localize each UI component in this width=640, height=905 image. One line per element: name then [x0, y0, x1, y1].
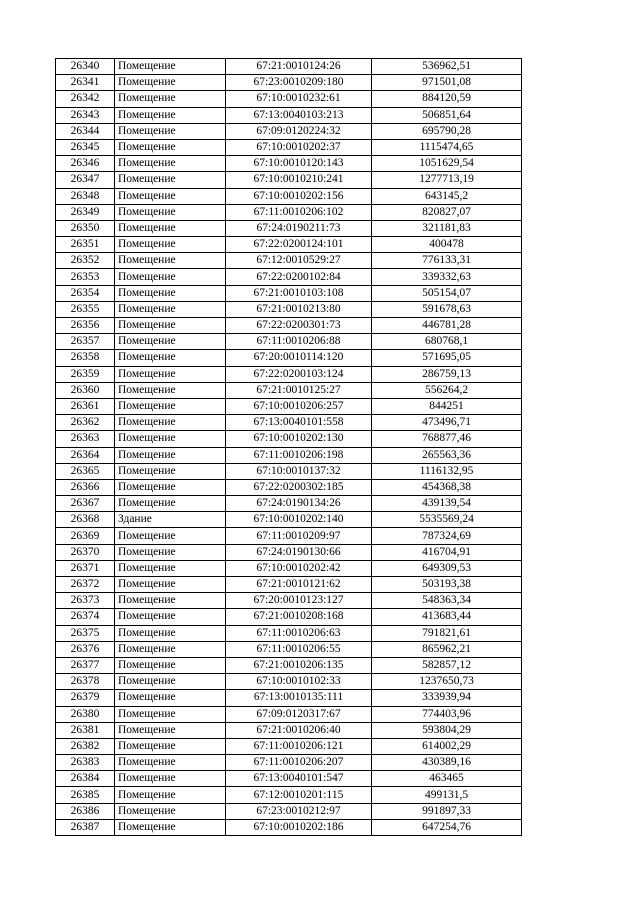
object-type-cell: Помещение [115, 382, 226, 398]
row-number-cell: 26370 [56, 544, 115, 560]
cadastral-value-cell: 506851,64 [372, 107, 522, 123]
row-number-cell: 26381 [56, 722, 115, 738]
table-row [56, 771, 522, 787]
object-type-cell: Помещение [115, 657, 226, 673]
object-type-cell: Помещение [115, 755, 226, 771]
object-type-cell: Помещение [115, 625, 226, 641]
object-type-cell: Помещение [115, 253, 226, 269]
cadastral-number-cell: 67:24:0190134:26 [226, 496, 372, 512]
cadastral-value-cell: 413683,44 [372, 609, 522, 625]
row-number-cell: 26348 [56, 188, 115, 204]
cadastral-number-cell: 67:10:0010102:33 [226, 674, 372, 690]
row-number-cell: 26374 [56, 609, 115, 625]
cadastral-number-cell: 67:21:0010208:168 [226, 609, 372, 625]
row-number-cell: 26352 [56, 253, 115, 269]
table-row [56, 706, 522, 722]
cadastral-number-cell: 67:10:0010202:156 [226, 188, 372, 204]
object-type-cell: Помещение [115, 641, 226, 657]
cadastral-number-cell: 67:11:0010206:102 [226, 204, 372, 220]
table-row [56, 415, 522, 431]
table-row [56, 544, 522, 560]
table-row [56, 577, 522, 593]
cadastral-number-cell: 67:11:0010206:207 [226, 755, 372, 771]
row-number-cell: 26372 [56, 577, 115, 593]
cadastral-number-cell: 67:09:0120317:67 [226, 706, 372, 722]
cadastral-value-cell: 820827,07 [372, 204, 522, 220]
object-type-cell: Помещение [115, 350, 226, 366]
row-number-cell: 26367 [56, 496, 115, 512]
cadastral-number-cell: 67:11:0010209:97 [226, 528, 372, 544]
object-type-cell: Помещение [115, 447, 226, 463]
object-type-cell: Помещение [115, 593, 226, 609]
table-row [56, 738, 522, 754]
cadastral-value-cell: 1051629,54 [372, 156, 522, 172]
cadastral-number-cell: 67:10:0010210:241 [226, 172, 372, 188]
cadastral-number-cell: 67:11:0010206:121 [226, 738, 372, 754]
object-type-cell: Помещение [115, 560, 226, 576]
cadastral-number-cell: 67:20:0010123:127 [226, 593, 372, 609]
cadastral-value-cell: 791821,61 [372, 625, 522, 641]
cadastral-number-cell: 67:10:0010232:61 [226, 91, 372, 107]
row-number-cell: 26375 [56, 625, 115, 641]
cadastral-value-cell: 321181,83 [372, 220, 522, 236]
table-row [56, 690, 522, 706]
cadastral-value-cell: 1237650,73 [372, 674, 522, 690]
cadastral-value-cell: 505154,07 [372, 285, 522, 301]
table-row [56, 318, 522, 334]
table-row [56, 431, 522, 447]
cadastral-value-cell: 774403,96 [372, 706, 522, 722]
table-row [56, 269, 522, 285]
object-type-cell: Помещение [115, 301, 226, 317]
row-number-cell: 26385 [56, 787, 115, 803]
cadastral-number-cell: 67:22:0200302:185 [226, 479, 372, 495]
row-number-cell: 26369 [56, 528, 115, 544]
row-number-cell: 26365 [56, 463, 115, 479]
row-number-cell: 26343 [56, 107, 115, 123]
row-number-cell: 26386 [56, 803, 115, 819]
table-row [56, 528, 522, 544]
row-number-cell: 26380 [56, 706, 115, 722]
row-number-cell: 26379 [56, 690, 115, 706]
table-row [56, 479, 522, 495]
cadastral-value-cell: 649309,53 [372, 560, 522, 576]
object-type-cell: Помещение [115, 204, 226, 220]
object-type-cell: Помещение [115, 237, 226, 253]
cadastral-number-cell: 67:10:0010202:42 [226, 560, 372, 576]
object-type-cell: Помещение [115, 269, 226, 285]
cadastral-number-cell: 67:22:0200103:124 [226, 366, 372, 382]
object-type-cell: Помещение [115, 577, 226, 593]
table-row [56, 787, 522, 803]
object-type-cell: Помещение [115, 91, 226, 107]
cadastral-number-cell: 67:12:0010201:115 [226, 787, 372, 803]
cadastral-number-cell: 67:21:0010206:40 [226, 722, 372, 738]
row-number-cell: 26358 [56, 350, 115, 366]
cadastral-number-cell: 67:10:0010202:140 [226, 512, 372, 528]
object-type-cell: Помещение [115, 415, 226, 431]
cadastral-value-cell: 536962,51 [372, 59, 522, 75]
table-row [56, 107, 522, 123]
cadastral-value-cell: 884120,59 [372, 91, 522, 107]
row-number-cell: 26349 [56, 204, 115, 220]
object-type-cell: Помещение [115, 334, 226, 350]
row-number-cell: 26364 [56, 447, 115, 463]
row-number-cell: 26384 [56, 771, 115, 787]
cadastral-value-cell: 991897,33 [372, 803, 522, 819]
cadastral-value-cell: 5535569,24 [372, 512, 522, 528]
object-type-cell: Помещение [115, 75, 226, 91]
object-type-cell: Помещение [115, 706, 226, 722]
cadastral-number-cell: 67:10:0010137:32 [226, 463, 372, 479]
row-number-cell: 26373 [56, 593, 115, 609]
table-row [56, 819, 522, 835]
registry-table [55, 58, 522, 836]
table-row [56, 398, 522, 414]
cadastral-value-cell: 768877,46 [372, 431, 522, 447]
object-type-cell: Помещение [115, 738, 226, 754]
cadastral-value-cell: 339332,63 [372, 269, 522, 285]
object-type-cell: Помещение [115, 156, 226, 172]
cadastral-value-cell: 647254,76 [372, 819, 522, 835]
cadastral-value-cell: 865962,21 [372, 641, 522, 657]
row-number-cell: 26387 [56, 819, 115, 835]
cadastral-value-cell: 503193,38 [372, 577, 522, 593]
cadastral-value-cell: 582857,12 [372, 657, 522, 673]
table-row [56, 204, 522, 220]
table-row [56, 59, 522, 75]
row-number-cell: 26359 [56, 366, 115, 382]
cadastral-value-cell: 571695,05 [372, 350, 522, 366]
cadastral-value-cell: 971501,08 [372, 75, 522, 91]
cadastral-number-cell: 67:21:0010124:26 [226, 59, 372, 75]
cadastral-value-cell: 463465 [372, 771, 522, 787]
object-type-cell: Помещение [115, 220, 226, 236]
cadastral-number-cell: 67:24:0190130:66 [226, 544, 372, 560]
row-number-cell: 26357 [56, 334, 115, 350]
cadastral-number-cell: 67:21:0010125:27 [226, 382, 372, 398]
object-type-cell: Помещение [115, 771, 226, 787]
cadastral-number-cell: 67:22:0200301:73 [226, 318, 372, 334]
cadastral-value-cell: 548363,34 [372, 593, 522, 609]
object-type-cell: Помещение [115, 544, 226, 560]
table-row [56, 609, 522, 625]
table-row [56, 285, 522, 301]
cadastral-number-cell: 67:11:0010206:55 [226, 641, 372, 657]
table-row [56, 172, 522, 188]
table-row [56, 139, 522, 155]
cadastral-value-cell: 416704,91 [372, 544, 522, 560]
cadastral-value-cell: 473496,71 [372, 415, 522, 431]
object-type-cell: Помещение [115, 674, 226, 690]
object-type-cell: Помещение [115, 188, 226, 204]
table-row [56, 237, 522, 253]
table-row [56, 674, 522, 690]
table-row [56, 593, 522, 609]
object-type-cell: Помещение [115, 398, 226, 414]
row-number-cell: 26363 [56, 431, 115, 447]
object-type-cell: Помещение [115, 690, 226, 706]
row-number-cell: 26377 [56, 657, 115, 673]
table-row [56, 188, 522, 204]
table-row [56, 382, 522, 398]
row-number-cell: 26376 [56, 641, 115, 657]
table-row [56, 463, 522, 479]
table-row [56, 657, 522, 673]
table-row [56, 512, 522, 528]
cadastral-value-cell: 286759,13 [372, 366, 522, 382]
object-type-cell: Помещение [115, 107, 226, 123]
cadastral-number-cell: 67:21:0010213:80 [226, 301, 372, 317]
object-type-cell: Помещение [115, 787, 226, 803]
cadastral-value-cell: 333939,94 [372, 690, 522, 706]
cadastral-number-cell: 67:12:0010529:27 [226, 253, 372, 269]
object-type-cell: Помещение [115, 463, 226, 479]
cadastral-number-cell: 67:13:0040103:213 [226, 107, 372, 123]
table-row [56, 156, 522, 172]
row-number-cell: 26345 [56, 139, 115, 155]
cadastral-value-cell: 643145,2 [372, 188, 522, 204]
table-row [56, 803, 522, 819]
row-number-cell: 26362 [56, 415, 115, 431]
table-row [56, 350, 522, 366]
cadastral-number-cell: 67:21:0010206:135 [226, 657, 372, 673]
row-number-cell: 26371 [56, 560, 115, 576]
row-number-cell: 26351 [56, 237, 115, 253]
object-type-cell: Помещение [115, 722, 226, 738]
cadastral-number-cell: 67:23:0010209:180 [226, 75, 372, 91]
row-number-cell: 26340 [56, 59, 115, 75]
table-row [56, 123, 522, 139]
object-type-cell: Помещение [115, 285, 226, 301]
cadastral-value-cell: 400478 [372, 237, 522, 253]
table-row [56, 334, 522, 350]
object-type-cell: Помещение [115, 139, 226, 155]
cadastral-number-cell: 67:10:0010206:257 [226, 398, 372, 414]
object-type-cell: Помещение [115, 172, 226, 188]
table-row [56, 91, 522, 107]
row-number-cell: 26368 [56, 512, 115, 528]
cadastral-value-cell: 614002,29 [372, 738, 522, 754]
object-type-cell: Помещение [115, 59, 226, 75]
row-number-cell: 26346 [56, 156, 115, 172]
cadastral-value-cell: 265563,36 [372, 447, 522, 463]
object-type-cell: Помещение [115, 123, 226, 139]
cadastral-number-cell: 67:24:0190211:73 [226, 220, 372, 236]
cadastral-number-cell: 67:21:0010121:62 [226, 577, 372, 593]
cadastral-value-cell: 499131,5 [372, 787, 522, 803]
cadastral-number-cell: 67:13:0040101:547 [226, 771, 372, 787]
row-number-cell: 26356 [56, 318, 115, 334]
cadastral-number-cell: 67:10:0010202:37 [226, 139, 372, 155]
table-row [56, 253, 522, 269]
row-number-cell: 26347 [56, 172, 115, 188]
object-type-cell: Помещение [115, 431, 226, 447]
object-type-cell: Здание [115, 512, 226, 528]
row-number-cell: 26350 [56, 220, 115, 236]
cadastral-number-cell: 67:11:0010206:88 [226, 334, 372, 350]
row-number-cell: 26361 [56, 398, 115, 414]
table-row [56, 755, 522, 771]
cadastral-number-cell: 67:09:0120224:32 [226, 123, 372, 139]
row-number-cell: 26353 [56, 269, 115, 285]
cadastral-value-cell: 439139,54 [372, 496, 522, 512]
row-number-cell: 26360 [56, 382, 115, 398]
object-type-cell: Помещение [115, 479, 226, 495]
object-type-cell: Помещение [115, 609, 226, 625]
object-type-cell: Помещение [115, 366, 226, 382]
table-row [56, 220, 522, 236]
object-type-cell: Помещение [115, 318, 226, 334]
table-row [56, 722, 522, 738]
cadastral-number-cell: 67:23:0010212:97 [226, 803, 372, 819]
cadastral-value-cell: 454368,38 [372, 479, 522, 495]
table-row [56, 641, 522, 657]
cadastral-value-cell: 776133,31 [372, 253, 522, 269]
cadastral-number-cell: 67:13:0040101:558 [226, 415, 372, 431]
cadastral-number-cell: 67:10:0010202:130 [226, 431, 372, 447]
cadastral-number-cell: 67:21:0010103:108 [226, 285, 372, 301]
table-row [56, 447, 522, 463]
cadastral-value-cell: 695790,28 [372, 123, 522, 139]
object-type-cell: Помещение [115, 803, 226, 819]
object-type-cell: Помещение [115, 496, 226, 512]
table-row [56, 560, 522, 576]
cadastral-number-cell: 67:22:0200102:84 [226, 269, 372, 285]
cadastral-value-cell: 556264,2 [372, 382, 522, 398]
row-number-cell: 26366 [56, 479, 115, 495]
cadastral-value-cell: 1116132,95 [372, 463, 522, 479]
cadastral-value-cell: 446781,28 [372, 318, 522, 334]
cadastral-number-cell: 67:13:0010135:111 [226, 690, 372, 706]
cadastral-number-cell: 67:22:0200124:101 [226, 237, 372, 253]
cadastral-number-cell: 67:11:0010206:198 [226, 447, 372, 463]
registry-table-body [56, 59, 522, 836]
table-row [56, 625, 522, 641]
row-number-cell: 26382 [56, 738, 115, 754]
cadastral-value-cell: 680768,1 [372, 334, 522, 350]
cadastral-value-cell: 593804,29 [372, 722, 522, 738]
table-row [56, 75, 522, 91]
table-row [56, 301, 522, 317]
cadastral-number-cell: 67:10:0010120:143 [226, 156, 372, 172]
cadastral-number-cell: 67:10:0010202:186 [226, 819, 372, 835]
row-number-cell: 26383 [56, 755, 115, 771]
cadastral-value-cell: 787324,69 [372, 528, 522, 544]
row-number-cell: 26354 [56, 285, 115, 301]
object-type-cell: Помещение [115, 819, 226, 835]
row-number-cell: 26344 [56, 123, 115, 139]
cadastral-value-cell: 1115474,65 [372, 139, 522, 155]
cadastral-number-cell: 67:20:0010114:120 [226, 350, 372, 366]
row-number-cell: 26341 [56, 75, 115, 91]
cadastral-value-cell: 591678,63 [372, 301, 522, 317]
cadastral-value-cell: 844251 [372, 398, 522, 414]
row-number-cell: 26342 [56, 91, 115, 107]
row-number-cell: 26355 [56, 301, 115, 317]
row-number-cell: 26378 [56, 674, 115, 690]
table-row [56, 366, 522, 382]
cadastral-value-cell: 430389,16 [372, 755, 522, 771]
cadastral-value-cell: 1277713,19 [372, 172, 522, 188]
table-row [56, 496, 522, 512]
object-type-cell: Помещение [115, 528, 226, 544]
cadastral-number-cell: 67:11:0010206:63 [226, 625, 372, 641]
